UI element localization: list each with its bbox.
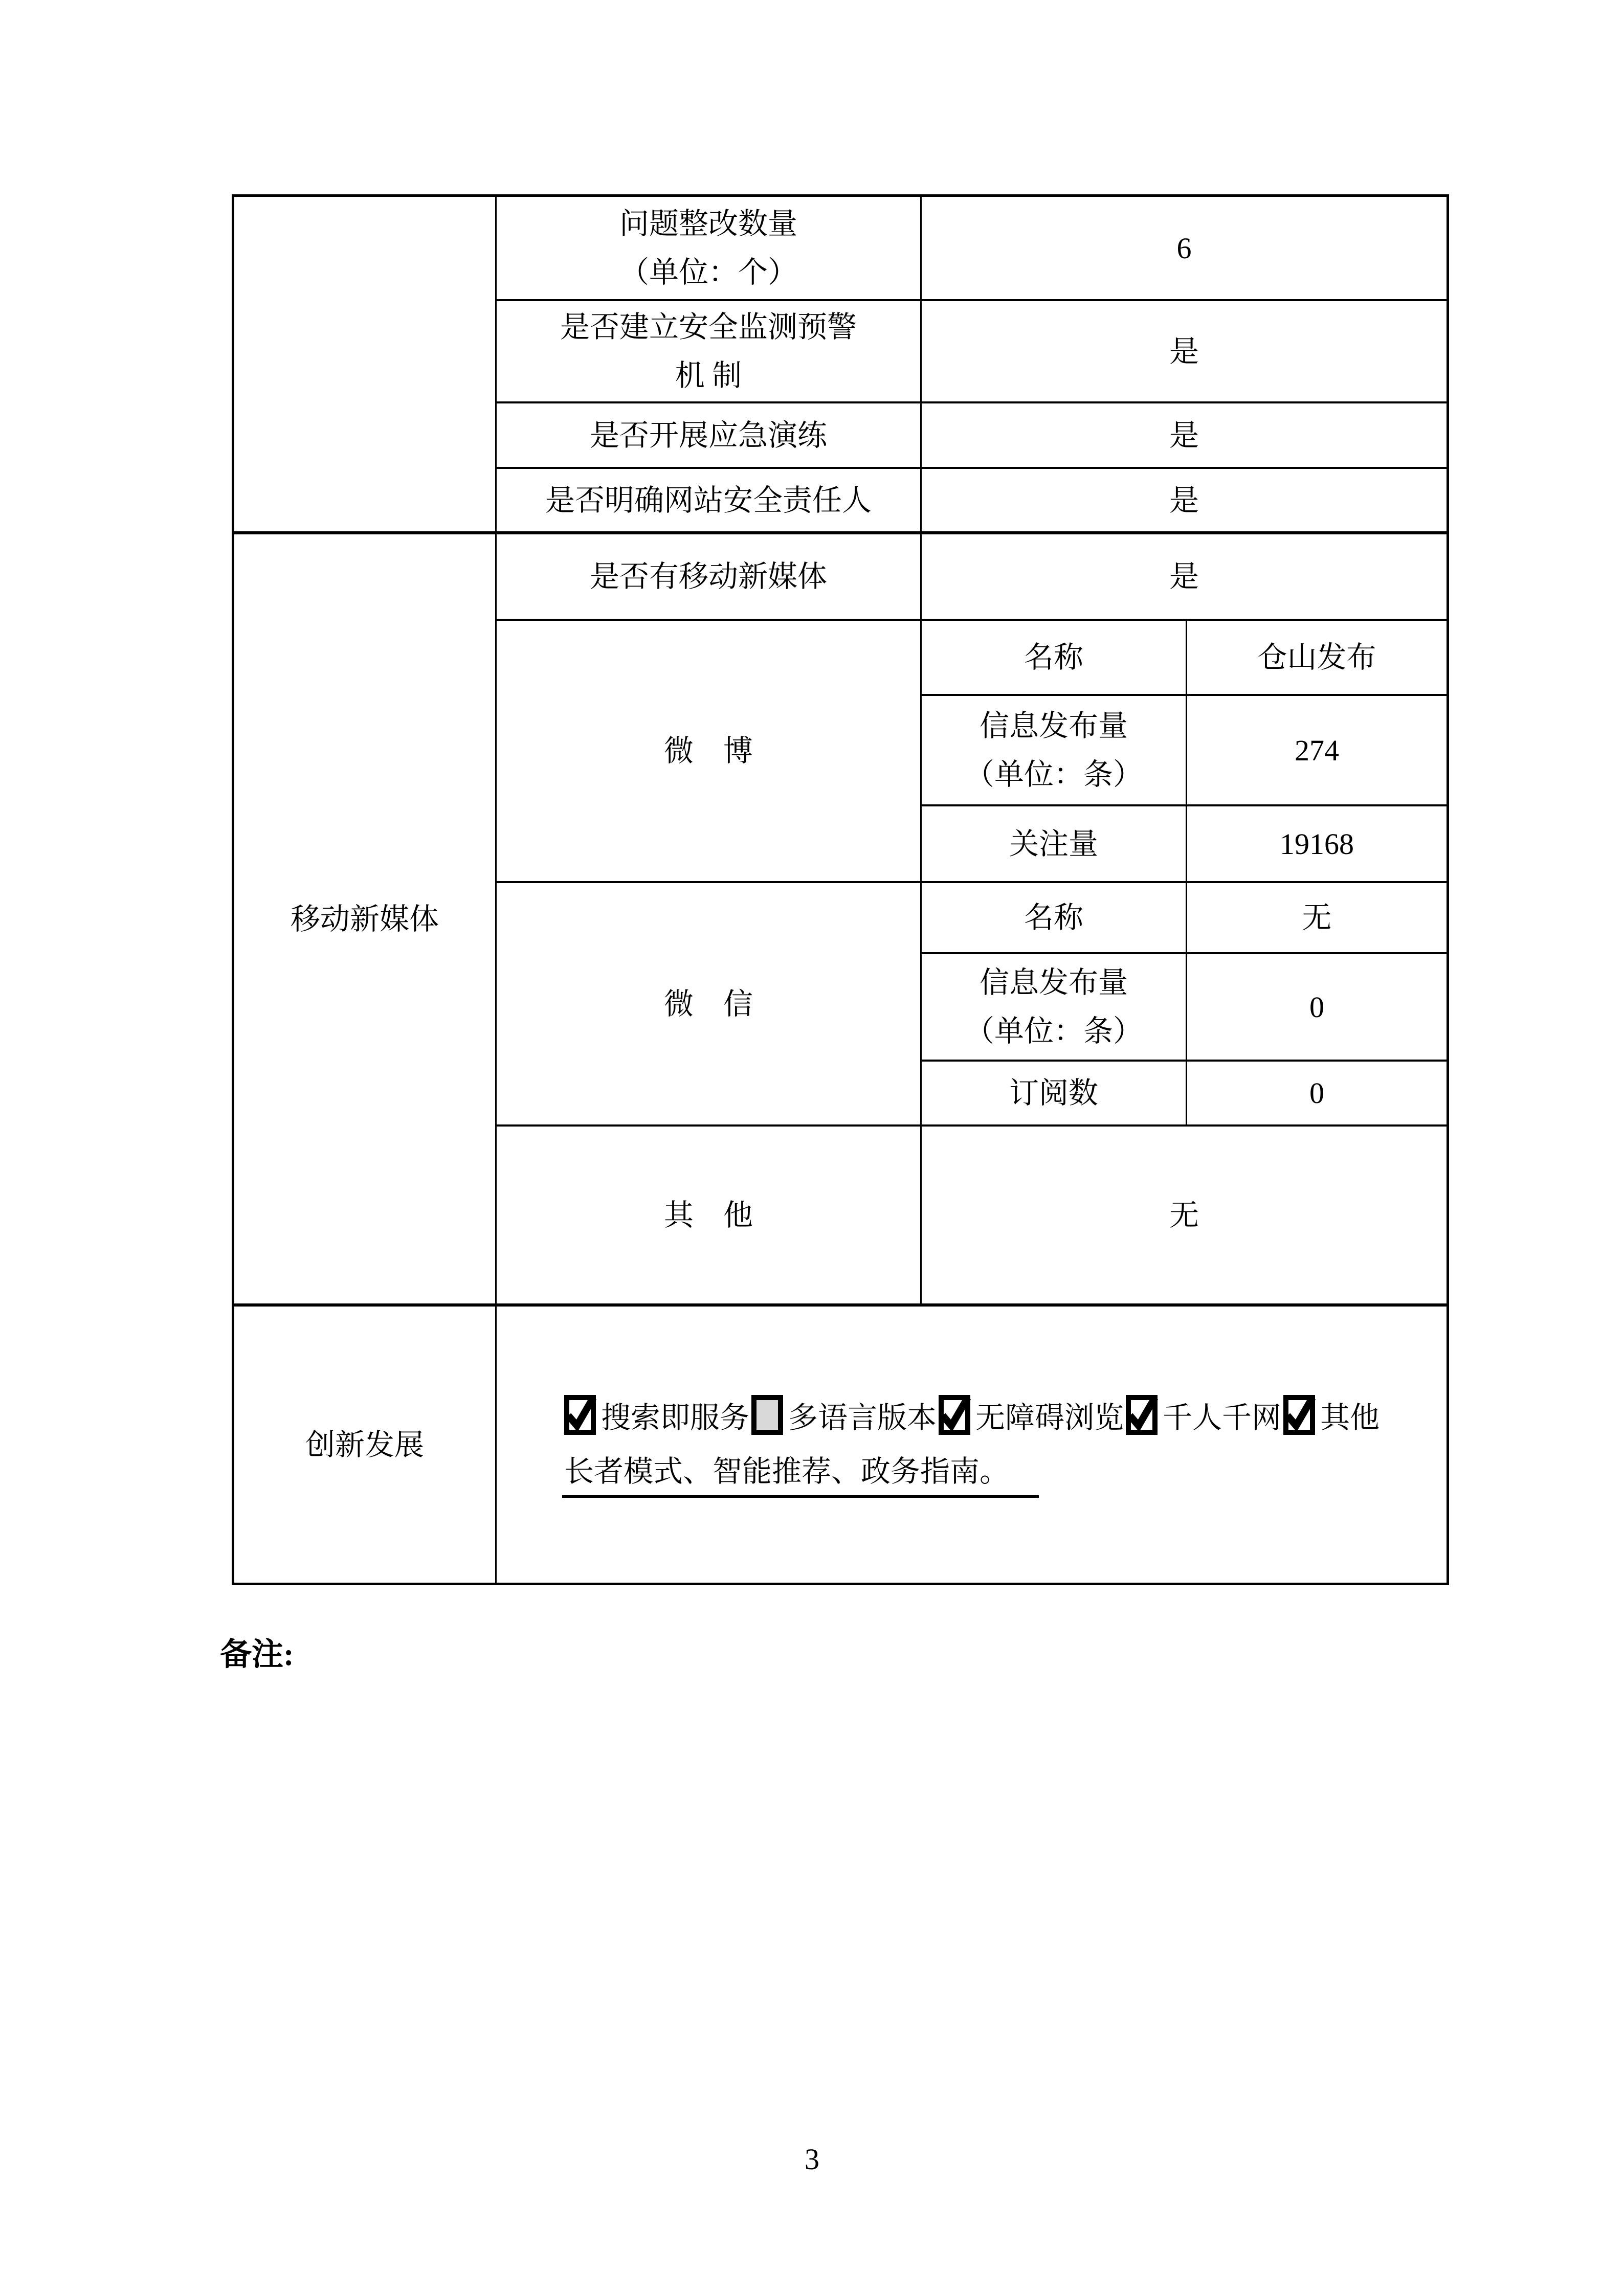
emergency-drill-value: 是 [922, 403, 1447, 469]
checkbox-other [1283, 1395, 1315, 1435]
wechat-posts-label [922, 954, 1187, 1062]
rectification-count-label [497, 197, 922, 301]
label-line: （单位：条） [964, 1015, 1143, 1048]
has-mobile-media-label: 是否有移动新媒体 [497, 534, 922, 621]
label-line: 是否明确网站安全责任人 [545, 483, 872, 517]
label-line: （单位：个） [619, 256, 797, 289]
label-line: 问题整改数量 [619, 207, 797, 240]
checkbox-label: 其他 [1320, 1401, 1380, 1434]
label-line: 是否开展应急演练 [589, 418, 827, 452]
checkbox-label: 千人千网 [1163, 1401, 1282, 1434]
checkbox-multilingual [751, 1395, 783, 1435]
wechat-subscribers-value: 0 [1187, 1062, 1447, 1127]
label-line: 信息发布量 [979, 966, 1128, 999]
monitor-warning-value: 是 [922, 301, 1447, 403]
page-number: 3 [805, 2143, 819, 2176]
check-icon [1126, 1394, 1157, 1435]
innovation-detail-line [562, 1445, 1039, 1498]
wechat-group-label: 微 信 [497, 883, 922, 1127]
weibo-followers-value: 19168 [1187, 806, 1447, 883]
wechat-name-label [922, 883, 1187, 954]
checkbox-label: 无障碍浏览 [975, 1401, 1124, 1434]
check-icon [939, 1394, 970, 1435]
has-mobile-media-value: 是 [922, 534, 1447, 621]
section-cell-empty [234, 197, 497, 534]
checkbox-item [937, 1401, 1124, 1434]
check-icon [1284, 1394, 1315, 1435]
rectification-count-value: 6 [922, 197, 1447, 301]
label-line: 机 制 [675, 359, 742, 392]
checkbox-item [1281, 1401, 1380, 1434]
checkbox-label: 搜索即服务 [601, 1401, 750, 1434]
section-label-innovation: 创新发展 [234, 1307, 497, 1583]
notes-label: 备注: [220, 1637, 294, 1672]
checkbox-personalized-web [1126, 1395, 1158, 1435]
check-icon [565, 1394, 595, 1435]
innovation-checkbox-line [562, 1391, 1380, 1445]
label-line: 是否建立安全监测预警 [560, 310, 857, 344]
label-line: 名称 [1024, 641, 1083, 674]
wechat-posts-value: 0 [1187, 954, 1447, 1062]
weibo-posts-value: 274 [1187, 696, 1447, 806]
weibo-name-label [922, 621, 1187, 696]
innovation-content [497, 1307, 1447, 1583]
label-line: （单位：条） [964, 758, 1143, 791]
security-officer-value: 是 [922, 469, 1447, 534]
monitor-warning-label [497, 301, 922, 403]
wechat-name-value: 无 [1187, 883, 1447, 954]
weibo-followers-label [922, 806, 1187, 883]
security-officer-label [497, 469, 922, 534]
weibo-name-value: 仓山发布 [1187, 621, 1447, 696]
other-media-value: 无 [922, 1127, 1447, 1307]
report-table [232, 194, 1449, 1585]
label-line: 关注量 [1009, 827, 1098, 861]
weibo-posts-label [922, 696, 1187, 806]
weibo-group-label: 微 博 [497, 621, 922, 883]
label-line: 信息发布量 [979, 709, 1128, 742]
checkbox-search-service [564, 1395, 596, 1435]
checkbox-item [562, 1401, 749, 1434]
innovation-other-detail: 长者模式、智能推荐、政务指南。 [562, 1453, 1039, 1498]
wechat-subscribers-label [922, 1062, 1187, 1127]
checkbox-item [1124, 1401, 1281, 1434]
checkbox-label: 多语言版本 [788, 1401, 937, 1434]
other-media-label: 其 他 [497, 1127, 922, 1307]
emergency-drill-label [497, 403, 922, 469]
checkbox-item [749, 1401, 937, 1434]
checkbox-accessibility [939, 1395, 970, 1435]
label-line: 名称 [1024, 901, 1083, 934]
section-label-mobile-media: 移动新媒体 [234, 534, 497, 1307]
label-line: 订阅数 [1009, 1076, 1098, 1110]
